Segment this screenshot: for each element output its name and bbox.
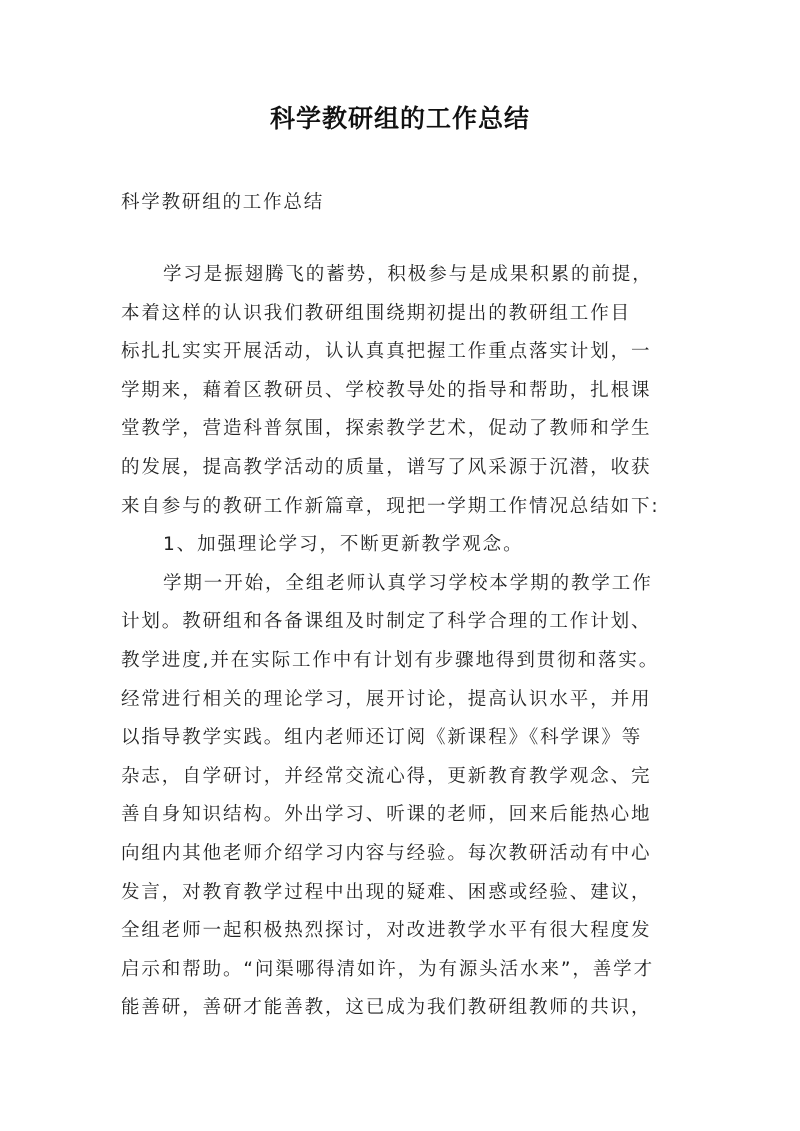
body-line: 学期一开始，全组老师认真学习学校本学期的教学工作	[163, 572, 653, 594]
body-line: 启示和帮助。“问渠哪得清如许，为有源头活水来”，善学才	[121, 958, 654, 980]
body-line: 向组内其他老师介绍学习内容与经验。每次教研活动有中心	[121, 842, 652, 864]
body-line: 学期来，藉着区教研员、学校教导处的指导和帮助，扎根课	[121, 379, 652, 401]
body-line: 能善研，善研才能善教，这已成为我们教研组教师的共识，	[121, 997, 652, 1019]
body-line: 本着这样的认识我们教研组围绕期初提出的教研组工作目	[121, 302, 632, 324]
body-line: 经常进行相关的理论学习，展开讨论，提高认识水平，并用	[121, 688, 652, 710]
body-line: 善自身知识结构。外出学习、听课的老师，回来后能热心地	[121, 804, 652, 826]
body-line: 堂教学，营造科普氛围，探索教学艺术，促动了教师和学生	[121, 418, 652, 440]
document-body	[121, 256, 691, 1028]
body-line: 教学进度,并在实际工作中有计划有步骤地得到贯彻和落实。	[121, 649, 660, 671]
body-line: 全组老师一起积极热烈探讨，对改进教学水平有很大程度发	[121, 920, 652, 942]
section-heading: 1、加强理论学习，不断更新教学观念。	[163, 534, 524, 556]
document-title: 科学教研组的工作总结	[269, 104, 530, 133]
body-line: 来自参与的教研工作新篇章，现把一学期工作情况总结如下:	[121, 495, 660, 517]
body-line: 杂志，自学研讨，并经常交流心得，更新教育教学观念、完	[121, 765, 652, 787]
body-line: 以指导教学实践。组内老师还订阅《新课程》《科学课》等	[121, 727, 643, 749]
body-line: 发言，对教育教学过程中出现的疑难、困惑或经验、建议，	[121, 881, 652, 903]
body-line: 计划。教研组和各备课组及时制定了科学合理的工作计划、	[121, 611, 652, 633]
document-subtitle: 科学教研组的工作总结	[121, 192, 325, 213]
body-line: 标扎扎实实开展活动，认认真真把握工作重点落实计划，一	[121, 341, 652, 363]
body-line: 的发展，提高教学活动的质量，谱写了风采源于沉潜，收获	[121, 456, 652, 478]
body-line: 学习是振翅腾飞的蓄势，积极参与是成果积累的前提，	[163, 264, 653, 285]
